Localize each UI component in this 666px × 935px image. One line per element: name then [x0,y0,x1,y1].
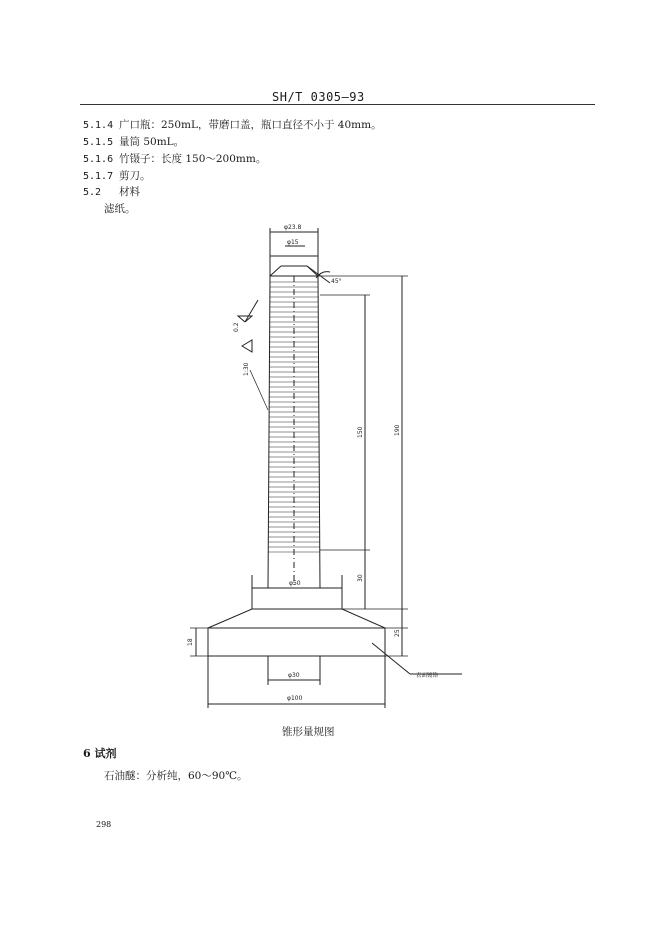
label-d100: φ100 [287,695,303,702]
material-text: 滤纸。 [104,203,136,215]
gauge-neck [252,588,342,609]
label-d30: φ30 [288,672,300,679]
label-h25: 25 [394,629,401,637]
item-text: 剪刀。 [119,170,151,182]
label-surface-note: 表面镀铬 [416,673,439,679]
item-text: 广口瓶：250mL，带磨口盖，瓶口直径不小于 40mm。 [119,119,382,131]
figure-caption: 锥形量规图 [282,726,335,738]
section-6-title: 6 试剂 [83,747,117,760]
label-roughness: 0.2 [233,322,240,332]
item-number: 5.1.5 [83,137,114,148]
section-6-text: 石油醚：分析纯，60～90℃。 [104,770,248,782]
item-text: 竹镊子：长度 150～200mm。 [119,153,267,165]
item-number: 5.2 [83,187,102,198]
item-text: 材料 [119,186,140,198]
gauge-base-plate [208,628,385,656]
label-h190: 190 [394,424,401,436]
taper-symbol [242,340,252,352]
label-d50: φ50 [289,580,301,587]
item-number: 5.1.4 [83,120,114,131]
item-number: 5.1.7 [83,171,114,182]
label-h150: 150 [357,426,364,438]
gauge-base-slope [208,609,385,628]
label-angle: 45° [331,278,342,285]
label-d-top-outer: φ23.8 [284,224,302,231]
label-taper: 1:30 [243,362,250,376]
page-number: 298 [96,820,112,829]
roughness-symbol [238,300,258,322]
document-code: SH/T 0305—93 [272,90,365,104]
item-text: 量筒 50mL。 [119,136,185,148]
item-number: 5.1.6 [83,154,114,165]
label-h18: 18 [187,638,194,646]
label-d-top-inner: φ15 [287,239,299,246]
label-h30: 30 [357,574,364,582]
